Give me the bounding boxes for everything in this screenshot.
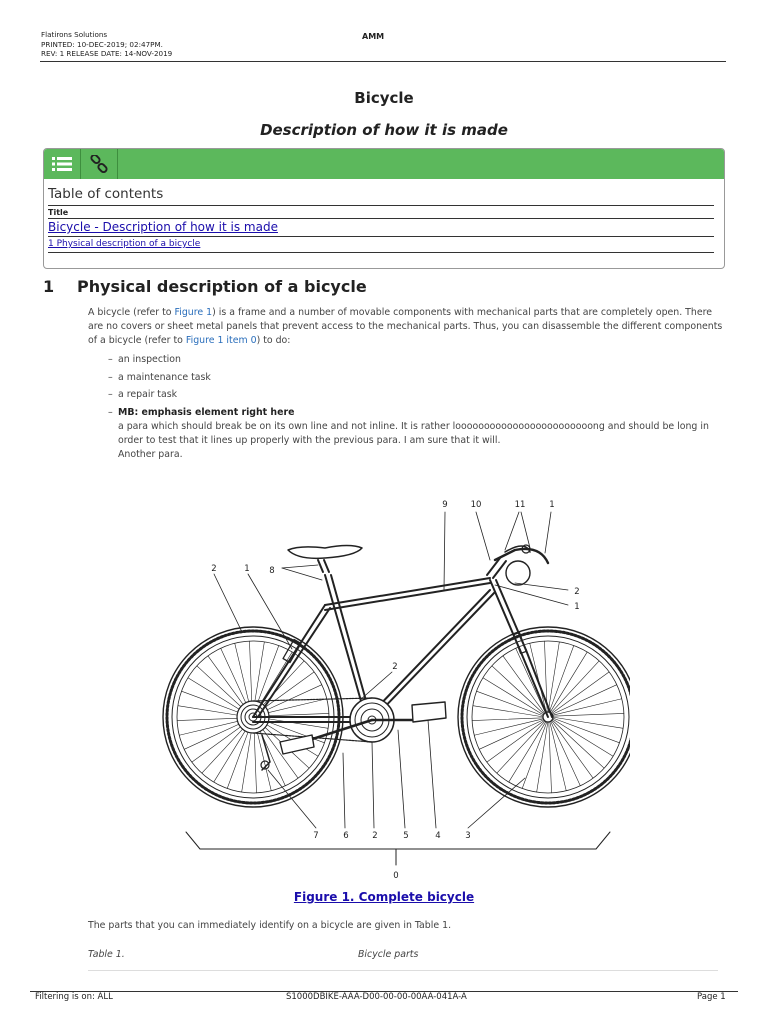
document-subtitle: Description of how it is made bbox=[260, 121, 508, 139]
intro-text: ) to do: bbox=[256, 335, 291, 346]
printed-date: PRINTED: 10-DEC-2019; 02:47PM. bbox=[41, 39, 163, 49]
callout-label: 10 bbox=[470, 500, 482, 510]
list-item: – a repair task bbox=[108, 389, 178, 401]
print-header-info bbox=[41, 30, 172, 59]
callout-label: 8 bbox=[269, 566, 275, 576]
callout-label: 5 bbox=[403, 831, 409, 841]
header-divider bbox=[40, 61, 726, 62]
callout-label: 7 bbox=[313, 831, 319, 841]
list-item-text: a repair task bbox=[118, 389, 178, 401]
toc-table bbox=[48, 205, 714, 253]
list-item: – MB: emphasis element right here a para which should break be on its own line and not inline. It is rather loooooooooooooooooooooooong and should be long in order to test that it lines up properly with the previous para. I am sure that it will. Another para. bbox=[108, 406, 728, 462]
emphasis-para: Another para. bbox=[118, 448, 183, 460]
section-title: Physical description of a bicycle bbox=[77, 277, 367, 296]
list-item-text: an inspection bbox=[118, 354, 181, 365]
table-of-contents-panel bbox=[43, 148, 725, 269]
emphasis-title: MB: emphasis element right here bbox=[118, 406, 295, 418]
table-intro-paragraph: The parts that you can immediately identify on a bicycle are given in Table 1. bbox=[88, 920, 452, 931]
list-item: – a maintenance task bbox=[108, 371, 211, 383]
toc-list-button[interactable] bbox=[44, 149, 81, 179]
callout-label: 2 bbox=[372, 831, 378, 841]
table-top-rule bbox=[88, 970, 718, 971]
intro-text: A bicycle (refer to bbox=[88, 307, 175, 318]
callout-label: 9 bbox=[442, 500, 448, 510]
callout-label: 1 bbox=[244, 564, 250, 574]
toc-column-header: Title bbox=[48, 205, 714, 219]
callout-label: 11 bbox=[514, 500, 526, 510]
intro-text: ) is a frame and a number of movable components with mechanical parts that are completely open. There are no covers or sheet metal panels that prevent access to the mechanical parts. Thus, you can disassemble the different components of a bicycle (refer to bbox=[88, 307, 723, 346]
toc-entry-link[interactable]: 1 Physical description of a bicycle bbox=[48, 237, 714, 253]
intro-paragraph bbox=[88, 306, 728, 348]
task-list bbox=[108, 353, 728, 465]
table-title: Bicycle parts bbox=[358, 949, 419, 960]
toc-entry-link[interactable]: Bicycle - Description of how it is made bbox=[48, 219, 714, 237]
manual-code: AMM bbox=[362, 32, 385, 41]
page-number: Page 1 bbox=[697, 992, 726, 1002]
callout-label: 1 bbox=[549, 500, 555, 510]
list-icon bbox=[52, 156, 72, 172]
list-item-text: a maintenance task bbox=[118, 371, 211, 383]
company-name: Flatirons Solutions bbox=[41, 30, 108, 39]
table-label: Table 1. bbox=[88, 949, 125, 960]
figure-1-link[interactable]: Figure 1 bbox=[174, 307, 213, 318]
callout-label: 2 bbox=[211, 564, 217, 574]
document-title: Bicycle bbox=[354, 89, 414, 107]
callout-label: 3 bbox=[465, 831, 471, 841]
callout-label: 1 bbox=[574, 602, 580, 612]
callout-label: 2 bbox=[574, 587, 580, 597]
callout-label: 6 bbox=[343, 831, 349, 841]
emphasis-para: a para which should break be on its own line and not inline. It is rather loooooooooooooooooooooooong and should be long in order to test that it lines up properly with the previous para. I am sure that it will. bbox=[118, 420, 709, 446]
toc-toolbar bbox=[44, 149, 724, 179]
section-number: 1 bbox=[43, 277, 55, 296]
data-module-code: S1000DBIKE-AAA-D00-00-00-00AA-041A-A bbox=[286, 992, 467, 1002]
callout-label: 0 bbox=[393, 871, 399, 881]
toc-heading: Table of contents bbox=[48, 186, 164, 202]
callout-label: 2 bbox=[392, 662, 398, 672]
filter-status: Filtering is on: ALL bbox=[35, 992, 113, 1002]
list-item: – an inspection bbox=[108, 354, 181, 365]
toc-link-button[interactable] bbox=[81, 149, 118, 179]
callout-label: 4 bbox=[435, 831, 441, 841]
bicycle-figure bbox=[150, 490, 630, 889]
revision-info: REV: 1 RELEASE DATE: 14-NOV-2019 bbox=[41, 49, 173, 58]
link-icon bbox=[90, 155, 108, 173]
figure-caption[interactable]: Figure 1. Complete bicycle bbox=[293, 890, 475, 904]
figure-1-item-0-link[interactable]: Figure 1 item 0 bbox=[185, 335, 257, 346]
bicycle-illustration bbox=[150, 490, 630, 885]
